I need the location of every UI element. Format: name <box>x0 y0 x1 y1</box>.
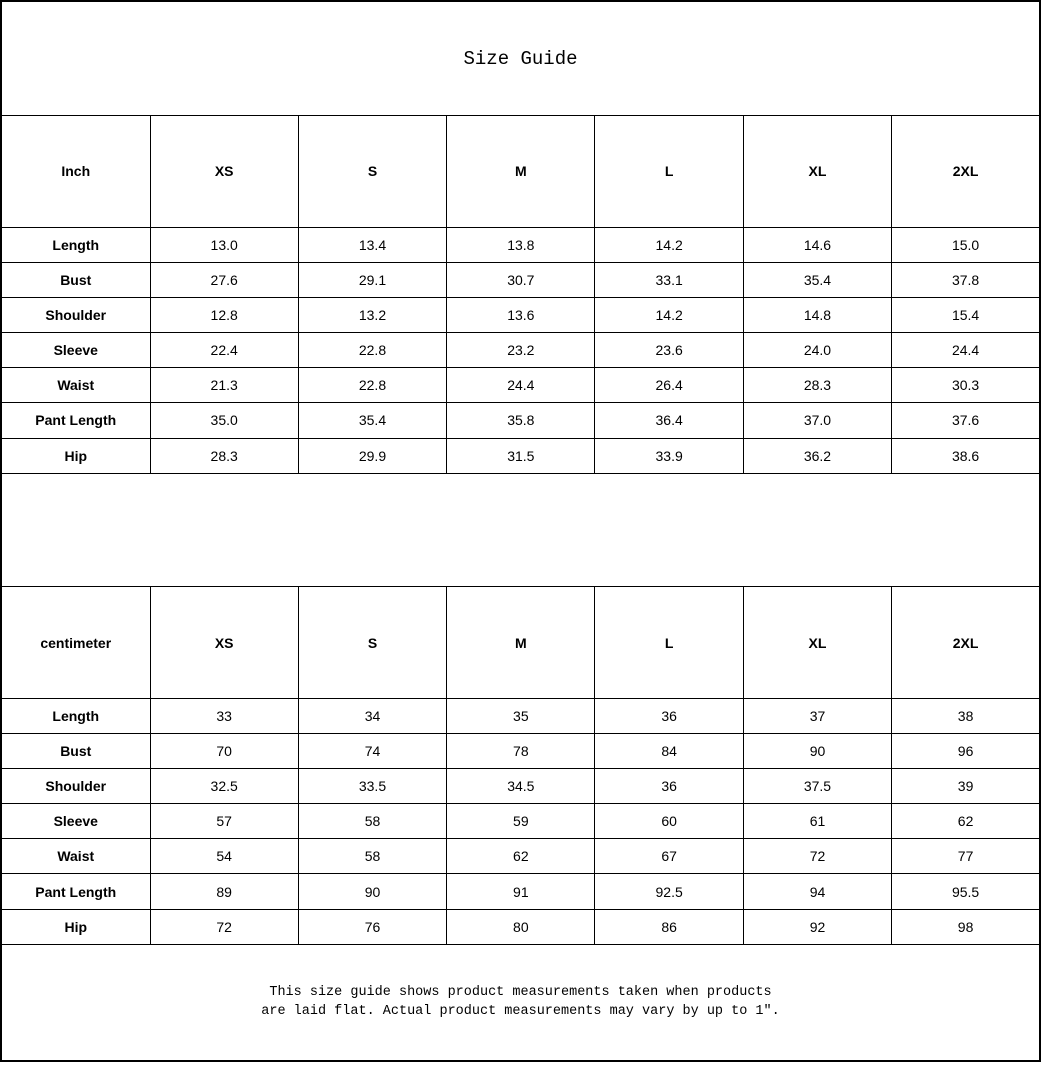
size-col-header-2xl: 2XL <box>892 116 1040 228</box>
measurement-cell: 29.1 <box>298 262 446 297</box>
unit-label-centimeter: centimeter <box>1 587 150 699</box>
measurement-cell: 36 <box>595 698 743 733</box>
measurement-cell: 62 <box>447 839 595 874</box>
measurement-cell: 39 <box>892 769 1040 804</box>
measurement-cell: 23.6 <box>595 333 743 368</box>
measurement-cell: 35.0 <box>150 403 298 438</box>
table-row <box>1 874 1040 909</box>
table-row <box>1 804 1040 839</box>
size-col-header-2xl: 2XL <box>892 587 1040 699</box>
measurement-cell: 37.5 <box>743 769 891 804</box>
footer-note-line1: This size guide shows product measurements taken when products <box>269 985 772 1001</box>
measurement-cell: 96 <box>892 733 1040 768</box>
gap-section <box>1 473 1040 587</box>
measurement-cell: 24.0 <box>743 333 891 368</box>
measurement-cell: 36.2 <box>743 438 891 473</box>
inch-section <box>1 116 1040 228</box>
footer-row <box>1 944 1040 1061</box>
row-label: Pant Length <box>1 403 150 438</box>
unit-label-inch: Inch <box>1 116 150 228</box>
measurement-cell: 90 <box>743 733 891 768</box>
measurement-cell: 37 <box>743 698 891 733</box>
measurement-cell: 35.4 <box>743 262 891 297</box>
measurement-cell: 77 <box>892 839 1040 874</box>
section-gap <box>1 473 1040 587</box>
title-row <box>1 1 1040 116</box>
measurement-cell: 30.3 <box>892 368 1040 403</box>
measurement-cell: 26.4 <box>595 368 743 403</box>
measurement-cell: 94 <box>743 874 891 909</box>
measurement-cell: 13.4 <box>298 227 446 262</box>
measurement-cell: 21.3 <box>150 368 298 403</box>
cm-header-row <box>1 587 1040 699</box>
measurement-cell: 86 <box>595 909 743 944</box>
measurement-cell: 74 <box>298 733 446 768</box>
measurement-cell: 98 <box>892 909 1040 944</box>
measurement-cell: 35 <box>447 698 595 733</box>
measurement-cell: 12.8 <box>150 298 298 333</box>
measurement-cell: 72 <box>150 909 298 944</box>
footer-note-line2: are laid flat. Actual product measurements may vary by up to 1″. <box>261 1004 780 1020</box>
footer-section <box>1 944 1040 1061</box>
page-title: Size Guide <box>1 1 1040 116</box>
cm-section <box>1 587 1040 699</box>
row-label: Shoulder <box>1 769 150 804</box>
measurement-cell: 58 <box>298 804 446 839</box>
measurement-cell: 15.0 <box>892 227 1040 262</box>
measurement-cell: 22.8 <box>298 368 446 403</box>
inch-header-row <box>1 116 1040 228</box>
measurement-cell: 57 <box>150 804 298 839</box>
row-label: Hip <box>1 438 150 473</box>
size-col-header-xl: XL <box>743 587 891 699</box>
measurement-cell: 13.6 <box>447 298 595 333</box>
title-section <box>1 1 1040 116</box>
size-col-header-l: L <box>595 116 743 228</box>
measurement-cell: 58 <box>298 839 446 874</box>
measurement-cell: 14.8 <box>743 298 891 333</box>
row-label: Sleeve <box>1 333 150 368</box>
size-col-header-m: M <box>447 587 595 699</box>
measurement-cell: 38.6 <box>892 438 1040 473</box>
measurement-cell: 67 <box>595 839 743 874</box>
row-label: Sleeve <box>1 804 150 839</box>
measurement-cell: 62 <box>892 804 1040 839</box>
size-col-header-s: S <box>298 116 446 228</box>
measurement-cell: 95.5 <box>892 874 1040 909</box>
measurement-cell: 14.2 <box>595 298 743 333</box>
measurement-cell: 84 <box>595 733 743 768</box>
measurement-cell: 72 <box>743 839 891 874</box>
row-label: Hip <box>1 909 150 944</box>
table-row <box>1 298 1040 333</box>
row-label: Shoulder <box>1 298 150 333</box>
section-gap-row <box>1 473 1040 587</box>
measurement-cell: 34 <box>298 698 446 733</box>
measurement-cell: 22.4 <box>150 333 298 368</box>
size-col-header-xs: XS <box>150 116 298 228</box>
measurement-cell: 29.9 <box>298 438 446 473</box>
measurement-cell: 14.2 <box>595 227 743 262</box>
cm-body <box>1 698 1040 944</box>
table-row <box>1 909 1040 944</box>
table-row <box>1 698 1040 733</box>
measurement-cell: 24.4 <box>447 368 595 403</box>
measurement-cell: 92 <box>743 909 891 944</box>
measurement-cell: 33.5 <box>298 769 446 804</box>
measurement-cell: 90 <box>298 874 446 909</box>
table-row <box>1 769 1040 804</box>
footer-note <box>1 944 1040 1061</box>
table-row <box>1 438 1040 473</box>
row-label: Waist <box>1 368 150 403</box>
measurement-cell: 33 <box>150 698 298 733</box>
measurement-cell: 80 <box>447 909 595 944</box>
measurement-cell: 24.4 <box>892 333 1040 368</box>
measurement-cell: 37.8 <box>892 262 1040 297</box>
measurement-cell: 37.6 <box>892 403 1040 438</box>
table-row <box>1 227 1040 262</box>
measurement-cell: 13.8 <box>447 227 595 262</box>
row-label: Length <box>1 698 150 733</box>
measurement-cell: 92.5 <box>595 874 743 909</box>
measurement-cell: 37.0 <box>743 403 891 438</box>
measurement-cell: 54 <box>150 839 298 874</box>
measurement-cell: 60 <box>595 804 743 839</box>
row-label: Bust <box>1 262 150 297</box>
measurement-cell: 28.3 <box>150 438 298 473</box>
measurement-cell: 14.6 <box>743 227 891 262</box>
measurement-cell: 76 <box>298 909 446 944</box>
table-row <box>1 333 1040 368</box>
measurement-cell: 27.6 <box>150 262 298 297</box>
measurement-cell: 23.2 <box>447 333 595 368</box>
measurement-cell: 35.4 <box>298 403 446 438</box>
table-row <box>1 839 1040 874</box>
measurement-cell: 78 <box>447 733 595 768</box>
measurement-cell: 61 <box>743 804 891 839</box>
table-row <box>1 262 1040 297</box>
measurement-cell: 32.5 <box>150 769 298 804</box>
inch-body <box>1 227 1040 473</box>
measurement-cell: 89 <box>150 874 298 909</box>
table-row <box>1 733 1040 768</box>
measurement-cell: 33.9 <box>595 438 743 473</box>
measurement-cell: 35.8 <box>447 403 595 438</box>
measurement-cell: 91 <box>447 874 595 909</box>
size-col-header-l: L <box>595 587 743 699</box>
measurement-cell: 59 <box>447 804 595 839</box>
row-label: Pant Length <box>1 874 150 909</box>
measurement-cell: 33.1 <box>595 262 743 297</box>
measurement-cell: 22.8 <box>298 333 446 368</box>
measurement-cell: 70 <box>150 733 298 768</box>
measurement-cell: 38 <box>892 698 1040 733</box>
measurement-cell: 15.4 <box>892 298 1040 333</box>
measurement-cell: 30.7 <box>447 262 595 297</box>
row-label: Length <box>1 227 150 262</box>
measurement-cell: 36.4 <box>595 403 743 438</box>
table-row <box>1 403 1040 438</box>
table-row <box>1 368 1040 403</box>
row-label: Waist <box>1 839 150 874</box>
measurement-cell: 31.5 <box>447 438 595 473</box>
measurement-cell: 36 <box>595 769 743 804</box>
row-label: Bust <box>1 733 150 768</box>
size-col-header-xl: XL <box>743 116 891 228</box>
measurement-cell: 13.0 <box>150 227 298 262</box>
size-col-header-s: S <box>298 587 446 699</box>
size-col-header-m: M <box>447 116 595 228</box>
measurement-cell: 34.5 <box>447 769 595 804</box>
measurement-cell: 28.3 <box>743 368 891 403</box>
size-col-header-xs: XS <box>150 587 298 699</box>
measurement-cell: 13.2 <box>298 298 446 333</box>
